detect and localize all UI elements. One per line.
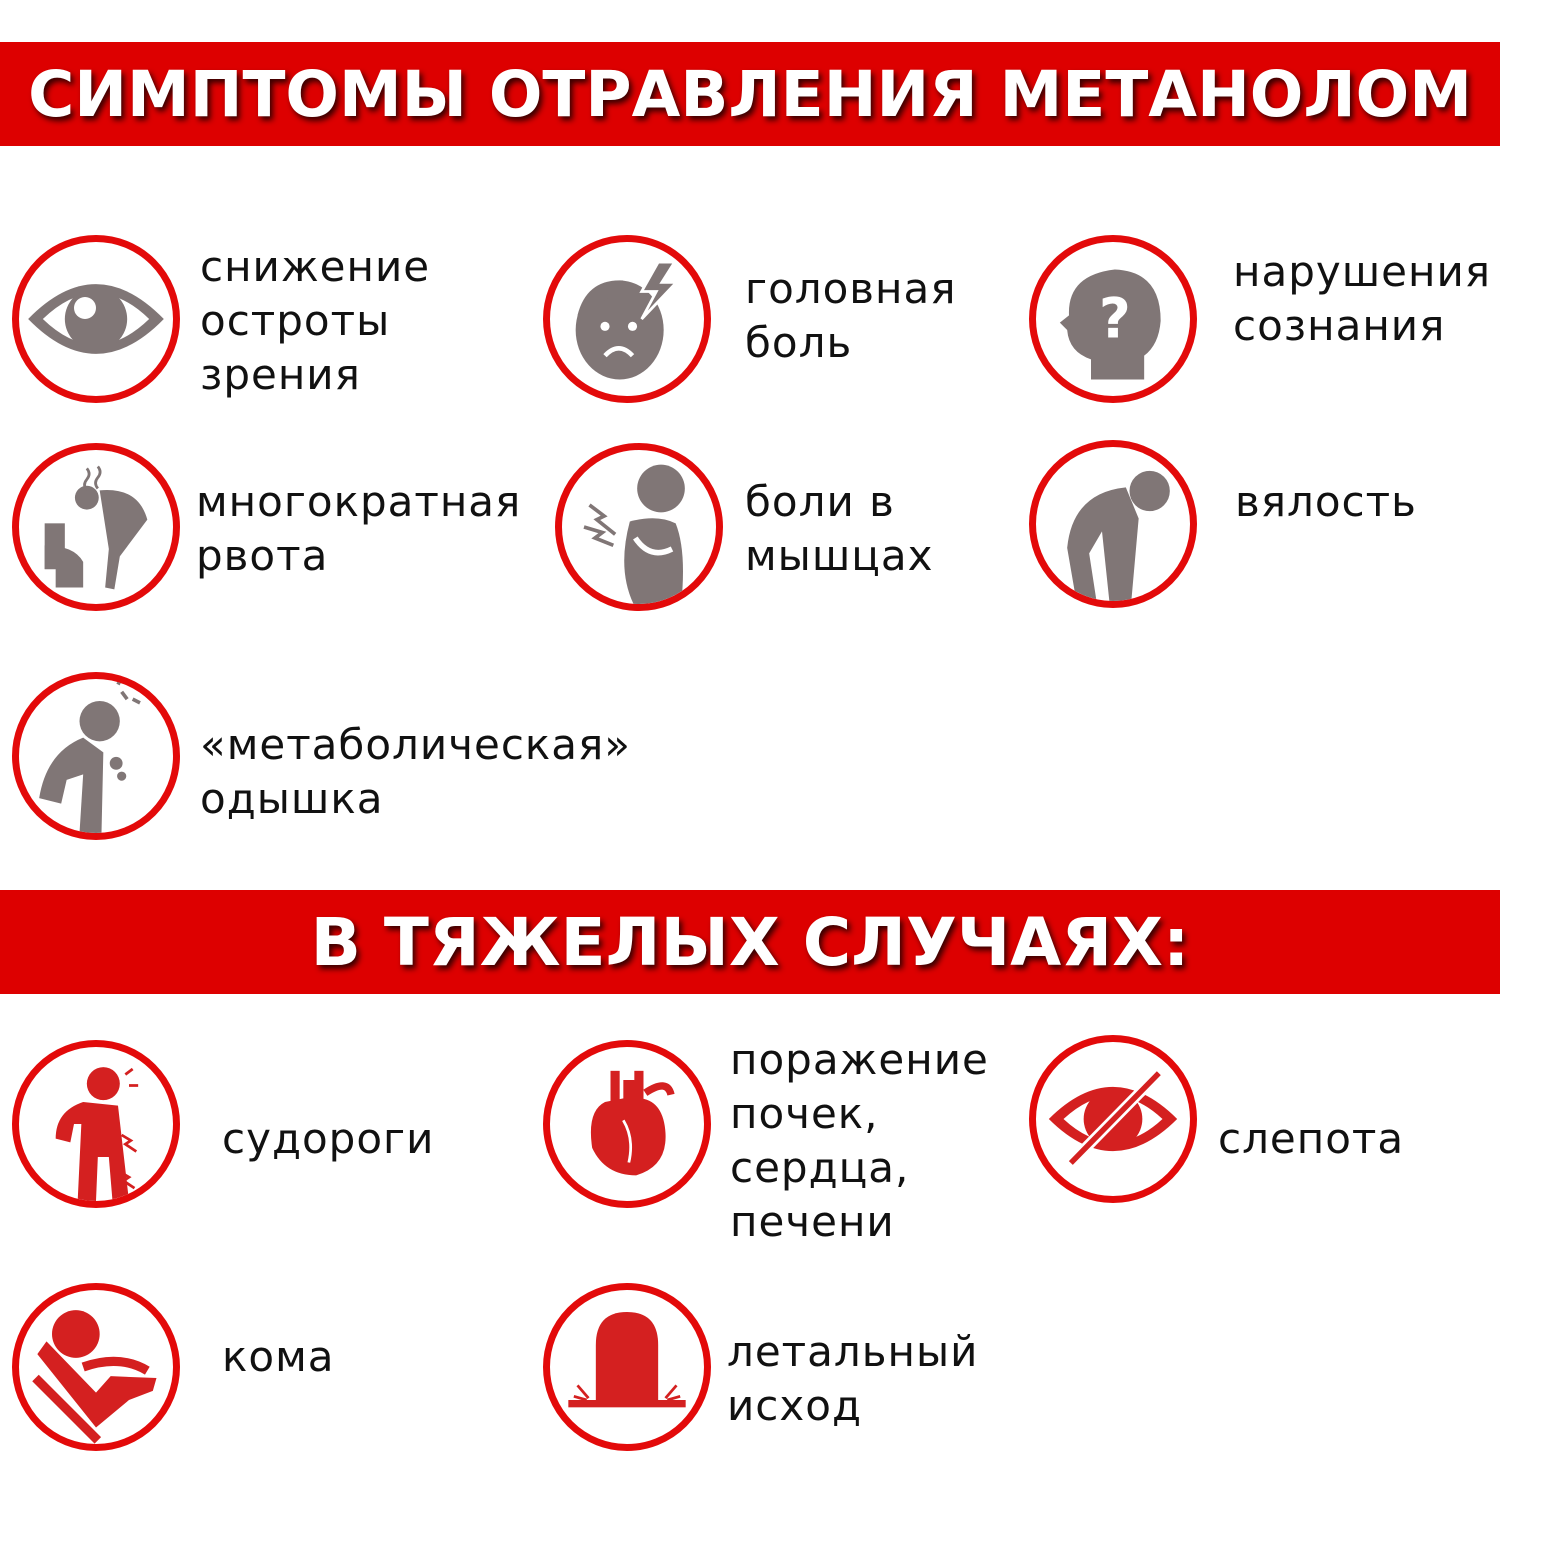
vomiting-icon [12, 443, 180, 611]
severe-label-death: летальный исход [727, 1327, 979, 1430]
eye-icon [12, 235, 180, 403]
symptom-label-headache: головная боль [745, 264, 957, 367]
gravestone-icon [543, 1283, 711, 1451]
severe-label-coma: кома [222, 1332, 335, 1381]
svg-text:?: ? [1098, 286, 1131, 351]
severe-title-banner [0, 890, 1500, 994]
severe-label-organs: поражение почек, сердца, печени [730, 1035, 989, 1246]
muscle-pain-icon [555, 443, 723, 611]
severe-title: В ТЯЖЕЛЫХ СЛУЧАЯХ: [310, 903, 1190, 981]
heart-icon [543, 1040, 711, 1208]
symptom-label-breath: «метаболическая» одышка [200, 720, 631, 823]
symptom-label-lethargy: вялость [1235, 477, 1417, 526]
seizure-icon [12, 1040, 180, 1208]
symptom-label-vision: снижение остроты зрения [200, 242, 431, 399]
headache-icon [543, 235, 711, 403]
severe-label-blindness: слепота [1218, 1114, 1405, 1163]
severe-label-seizure: судороги [222, 1114, 435, 1163]
lethargy-icon [1029, 440, 1197, 608]
symptom-label-consciousness: нарушения сознания [1233, 247, 1492, 350]
coma-icon [12, 1283, 180, 1451]
main-title-banner [0, 42, 1500, 146]
symptom-label-muscle: боли в мышцах [745, 477, 934, 580]
confused-head-icon [1029, 235, 1197, 403]
main-title: СИМПТОМЫ ОТРАВЛЕНИЯ МЕТАНОЛОМ [28, 57, 1472, 131]
shortness-of-breath-icon [12, 672, 180, 840]
blind-eye-icon [1029, 1035, 1197, 1203]
symptom-label-vomiting: многократная рвота [196, 477, 522, 580]
